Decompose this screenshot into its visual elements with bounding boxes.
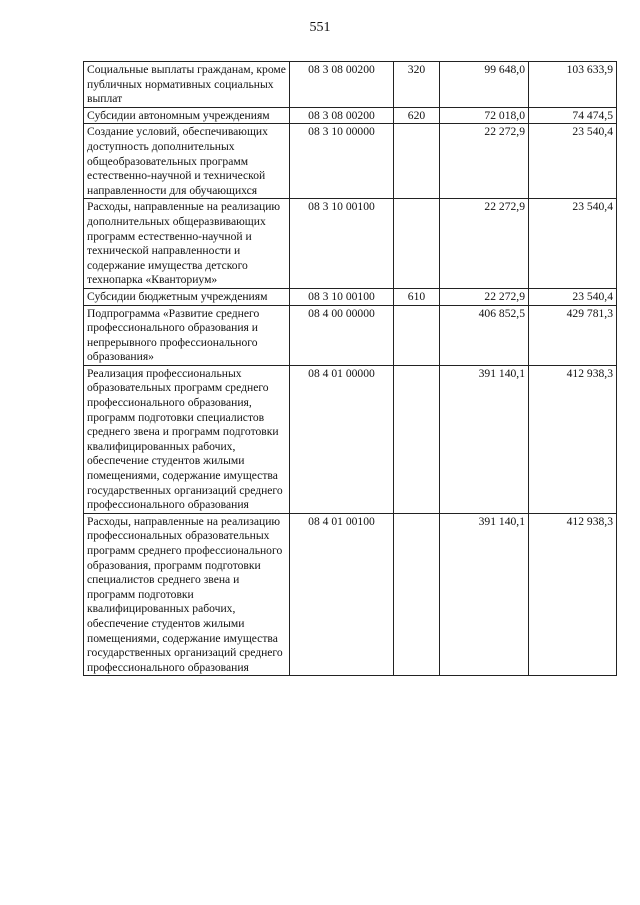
table-row bbox=[84, 513, 617, 676]
amount-year2-cell: 23 540,4 bbox=[529, 124, 617, 199]
table-row bbox=[84, 124, 617, 199]
target-code-cell: 08 3 10 00000 bbox=[290, 124, 394, 199]
amount-year1-cell: 99 648,0 bbox=[440, 62, 529, 108]
expense-type-cell bbox=[394, 124, 440, 199]
expense-name-cell: Социальные выплаты гражданам, кроме публичных нормативных социальных выплат bbox=[84, 62, 290, 108]
expense-type-cell bbox=[394, 365, 440, 513]
expense-type-cell bbox=[394, 199, 440, 289]
budget-table bbox=[83, 61, 617, 676]
expense-type-cell bbox=[394, 513, 440, 676]
amount-year1-cell: 391 140,1 bbox=[440, 365, 529, 513]
expense-name-cell: Реализация профессиональных образовательных программ среднего профессионального образования, программ подготовки специалистов среднего звена и программ подготовки квалифицированных рабочих, обеспечение студентов жилыми помещениями, содержание имущества государственных организаций среднего профессионального образования bbox=[84, 365, 290, 513]
amount-year1-cell: 72 018,0 bbox=[440, 107, 529, 124]
table-row bbox=[84, 62, 617, 108]
amount-year2-cell: 429 781,3 bbox=[529, 305, 617, 365]
table-row bbox=[84, 288, 617, 305]
expense-name-cell: Расходы, направленные на реализацию профессиональных образовательных программ среднего профессионального образования, программ подготовки специалистов среднего звена и программ подготовки квалифицированных рабочих, обеспечение студентов жилыми помещениями, содержание имущества государственных организаций среднего профессионального образования bbox=[84, 513, 290, 676]
expense-type-cell: 610 bbox=[394, 288, 440, 305]
expense-name-cell: Субсидии бюджетным учреждениям bbox=[84, 288, 290, 305]
amount-year1-cell: 406 852,5 bbox=[440, 305, 529, 365]
target-code-cell: 08 4 00 00000 bbox=[290, 305, 394, 365]
amount-year2-cell: 74 474,5 bbox=[529, 107, 617, 124]
expense-name-cell: Подпрограмма «Развитие среднего профессионального образования и непрерывного профессионального образования» bbox=[84, 305, 290, 365]
expense-type-cell bbox=[394, 305, 440, 365]
amount-year2-cell: 23 540,4 bbox=[529, 288, 617, 305]
expense-name-cell: Создание условий, обеспечивающих доступность дополнительных общеобразовательных программ естественно-научной и технической направленности для обучающихся bbox=[84, 124, 290, 199]
amount-year1-cell: 22 272,9 bbox=[440, 124, 529, 199]
amount-year1-cell: 391 140,1 bbox=[440, 513, 529, 676]
page-number: 551 bbox=[309, 20, 331, 35]
expense-type-cell: 620 bbox=[394, 107, 440, 124]
table-row bbox=[84, 365, 617, 513]
target-code-cell: 08 3 10 00100 bbox=[290, 288, 394, 305]
target-code-cell: 08 3 10 00100 bbox=[290, 199, 394, 289]
amount-year2-cell: 412 938,3 bbox=[529, 365, 617, 513]
expense-name-cell: Субсидии автономным учреждениям bbox=[84, 107, 290, 124]
table-row bbox=[84, 107, 617, 124]
table-row bbox=[84, 305, 617, 365]
expense-name-cell: Расходы, направленные на реализацию дополнительных общеразвивающих программ естественно-научной и технической направленности и содержание имущества детского технопарка «Кванториум» bbox=[84, 199, 290, 289]
budget-table-body bbox=[84, 62, 617, 676]
amount-year2-cell: 23 540,4 bbox=[529, 199, 617, 289]
target-code-cell: 08 3 08 00200 bbox=[290, 107, 394, 124]
table-row bbox=[84, 199, 617, 289]
amount-year1-cell: 22 272,9 bbox=[440, 199, 529, 289]
target-code-cell: 08 4 01 00000 bbox=[290, 365, 394, 513]
amount-year1-cell: 22 272,9 bbox=[440, 288, 529, 305]
target-code-cell: 08 4 01 00100 bbox=[290, 513, 394, 676]
expense-type-cell: 320 bbox=[394, 62, 440, 108]
amount-year2-cell: 103 633,9 bbox=[529, 62, 617, 108]
target-code-cell: 08 3 08 00200 bbox=[290, 62, 394, 108]
amount-year2-cell: 412 938,3 bbox=[529, 513, 617, 676]
